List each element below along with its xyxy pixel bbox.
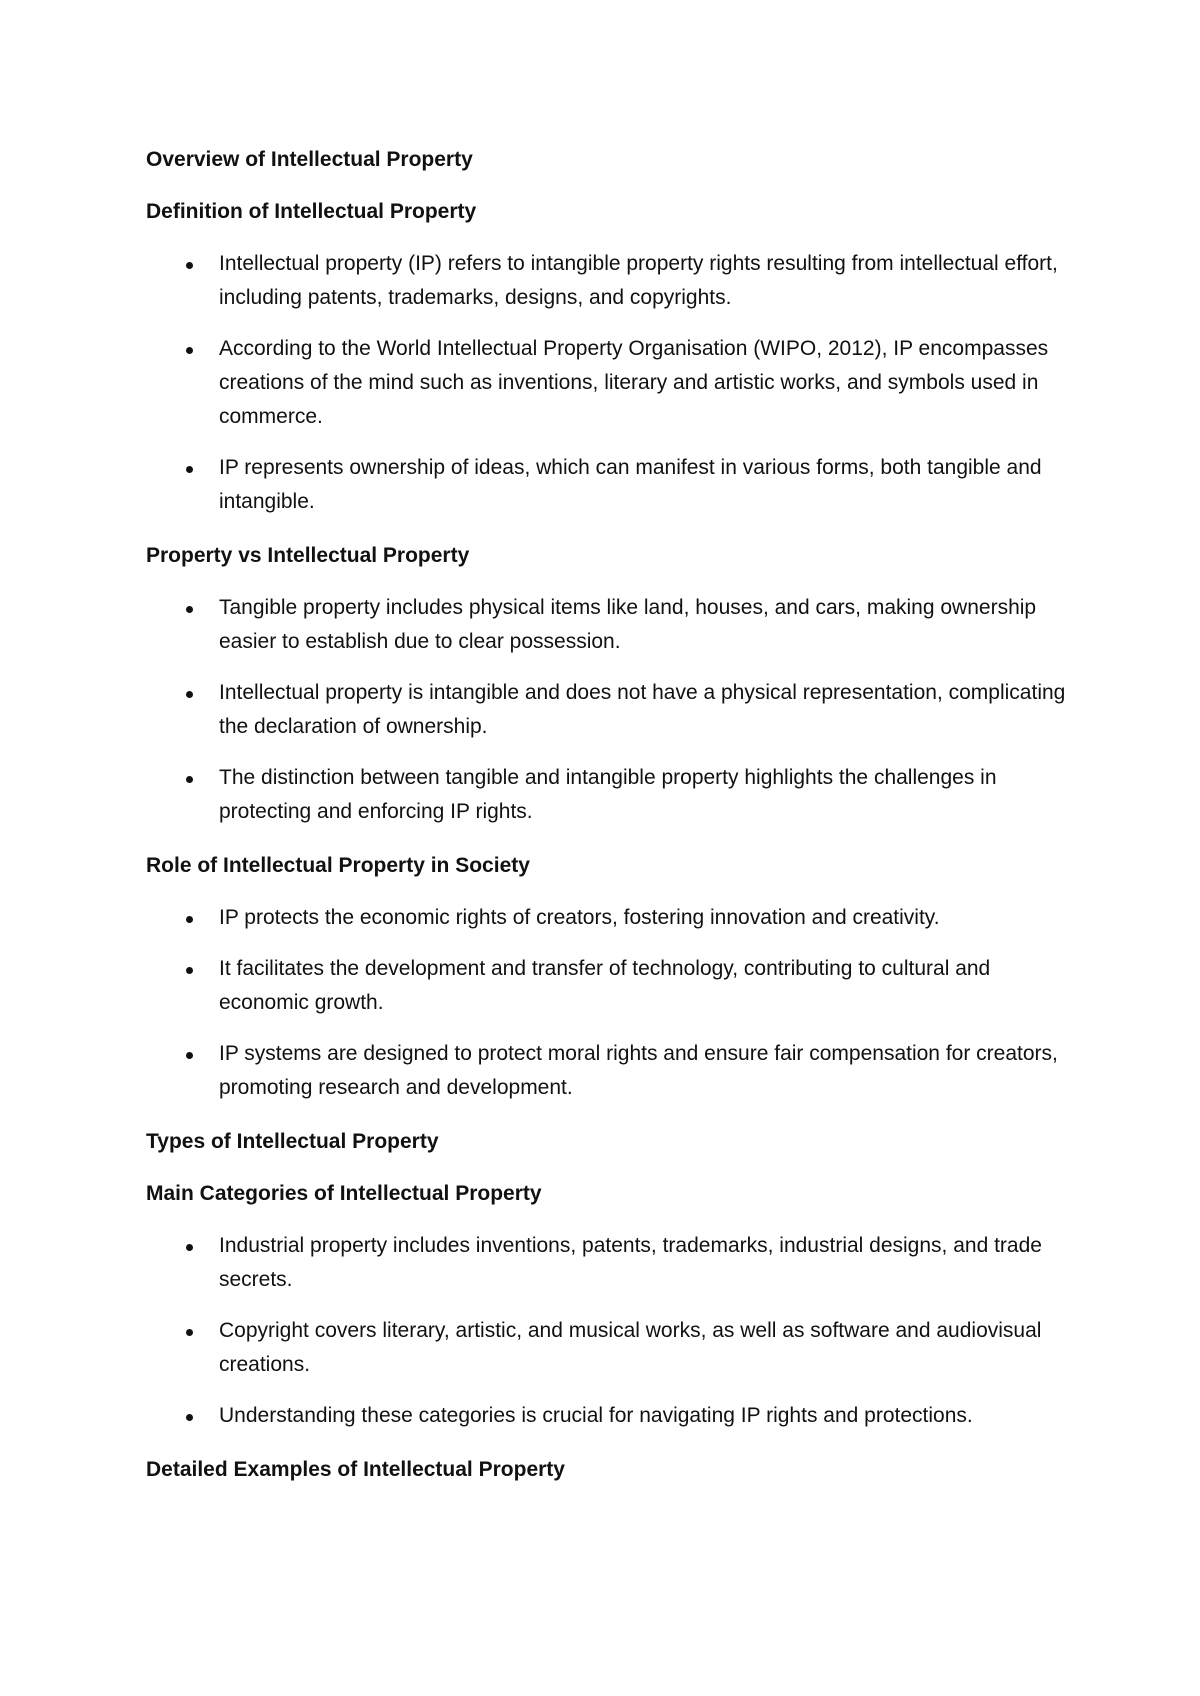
list-item [146, 1229, 1079, 1297]
list-item-text: It facilitates the development and transfer of technology, contributing to cultural and economic growth. [219, 957, 991, 1014]
section-heading: Definition of Intellectual Property [146, 200, 477, 223]
bullet-icon [186, 691, 193, 698]
bullet-icon [186, 776, 193, 783]
bullet-icon [186, 1414, 193, 1421]
list-item-text: IP represents ownership of ideas, which can manifest in various forms, both tangible and intangible. [219, 456, 1042, 513]
section-heading: Types of Intellectual Property [146, 1130, 439, 1153]
bullet-list [146, 247, 1080, 519]
bullet-icon [186, 967, 193, 974]
list-item-text: Intellectual property is intangible and does not have a physical representation, complicating the declaration of ownership. [219, 681, 1066, 738]
list-item-text: Intellectual property (IP) refers to intangible property rights resulting from intellectual effort, including patents, trademarks, designs, and copyrights. [219, 252, 1058, 309]
list-item [146, 451, 1079, 519]
list-item [146, 247, 1079, 315]
list-item-text: Industrial property includes inventions, patents, trademarks, industrial designs, and trade secrets. [219, 1234, 1042, 1291]
list-item [146, 761, 1079, 829]
list-item [146, 332, 1079, 434]
bullet-icon [186, 1329, 193, 1336]
bullet-icon [186, 262, 193, 269]
bullet-icon [186, 1244, 193, 1251]
bullet-icon [186, 347, 193, 354]
list-item [146, 952, 1079, 1020]
bullet-list [146, 1229, 1080, 1433]
list-item [146, 591, 1079, 659]
list-item-text: IP systems are designed to protect moral rights and ensure fair compensation for creators, promoting research and development. [219, 1042, 1058, 1099]
bullet-icon [186, 606, 193, 613]
list-item [146, 1314, 1079, 1382]
list-item [146, 1037, 1079, 1105]
list-item-text: IP protects the economic rights of creators, fostering innovation and creativity. [219, 906, 940, 929]
bullet-list [146, 591, 1080, 829]
bullet-list [146, 901, 1080, 1105]
bullet-icon [186, 466, 193, 473]
list-item [146, 901, 1079, 935]
section-heading: Property vs Intellectual Property [146, 544, 470, 567]
list-item-text: The distinction between tangible and intangible property highlights the challenges in protecting and enforcing IP rights. [219, 766, 997, 823]
bullet-icon [186, 1052, 193, 1059]
list-item-text: Copyright covers literary, artistic, and musical works, as well as software and audiovisual creations. [219, 1319, 1042, 1376]
bullet-icon [186, 916, 193, 923]
section-heading: Main Categories of Intellectual Property [146, 1182, 542, 1205]
list-item [146, 676, 1079, 744]
list-item-text: According to the World Intellectual Property Organisation (WIPO, 2012), IP encompasses creations of the mind such as inventions, literary and artistic works, and symbols used in commerce. [219, 337, 1049, 428]
list-item-text: Tangible property includes physical items like land, houses, and cars, making ownership easier to establish due to clear possession. [219, 596, 1037, 653]
list-item-text: Understanding these categories is crucial for navigating IP rights and protections. [219, 1404, 973, 1427]
section-heading: Overview of Intellectual Property [146, 148, 473, 171]
section-heading: Role of Intellectual Property in Society [146, 854, 530, 877]
list-item [146, 1399, 1079, 1433]
section-heading: Detailed Examples of Intellectual Property [146, 1458, 565, 1481]
